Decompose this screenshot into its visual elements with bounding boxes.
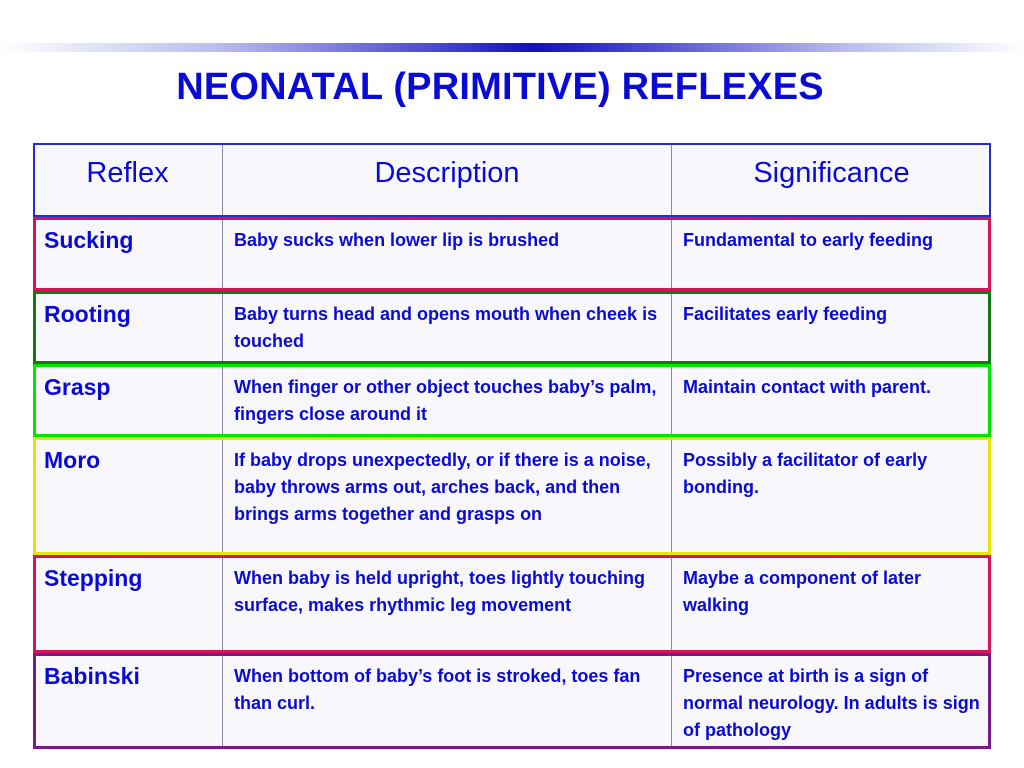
reflex-significance: Maybe a component of later walking: [683, 568, 922, 615]
reflex-description: If baby drops unexpectedly, or if there is a noise, baby throws arms out, arches back, and then brings arms together and grasps on: [223, 437, 672, 555]
table-row: [33, 653, 991, 749]
reflex-significance: Maintain contact with parent.: [683, 377, 932, 397]
table-row: [33, 217, 991, 291]
decorative-gradient-band: [0, 43, 1024, 52]
reflex-description: Baby sucks when lower lip is brushed: [223, 217, 672, 291]
slide-title: NEONATAL (PRIMITIVE) REFLEXES: [176, 66, 824, 108]
reflex-name: Moro: [33, 437, 223, 555]
reflexes-table: [33, 143, 991, 749]
table-row: [33, 364, 991, 437]
table-row: [33, 555, 991, 653]
header-significance: Significance: [753, 157, 910, 189]
reflex-description: Baby turns head and opens mouth when cheek is touched: [223, 291, 672, 364]
reflex-name: Rooting: [33, 291, 223, 364]
reflex-name: Sucking: [33, 217, 223, 291]
reflex-significance: Presence at birth is a sign of normal neurology. In adults is sign of pathology: [683, 666, 980, 740]
reflex-name: Babinski: [33, 653, 223, 749]
table-row: [33, 437, 991, 555]
reflex-significance: Fundamental to early feeding: [683, 230, 934, 250]
reflex-significance: Facilitates early feeding: [683, 304, 888, 324]
reflex-description: When finger or other object touches baby’s palm, fingers close around it: [223, 364, 672, 437]
table-row: [33, 291, 991, 364]
reflex-description: When baby is held upright, toes lightly touching surface, makes rhythmic leg movement: [223, 555, 672, 653]
header-reflex: Reflex: [33, 143, 223, 217]
table-header-row: [33, 143, 991, 217]
reflex-significance: Possibly a facilitator of early bonding.: [683, 450, 928, 497]
reflex-description: When bottom of baby’s foot is stroked, toes fan than curl.: [223, 653, 672, 749]
header-description: Description: [223, 143, 672, 217]
reflex-name: Stepping: [33, 555, 223, 653]
reflex-name: Grasp: [33, 364, 223, 437]
